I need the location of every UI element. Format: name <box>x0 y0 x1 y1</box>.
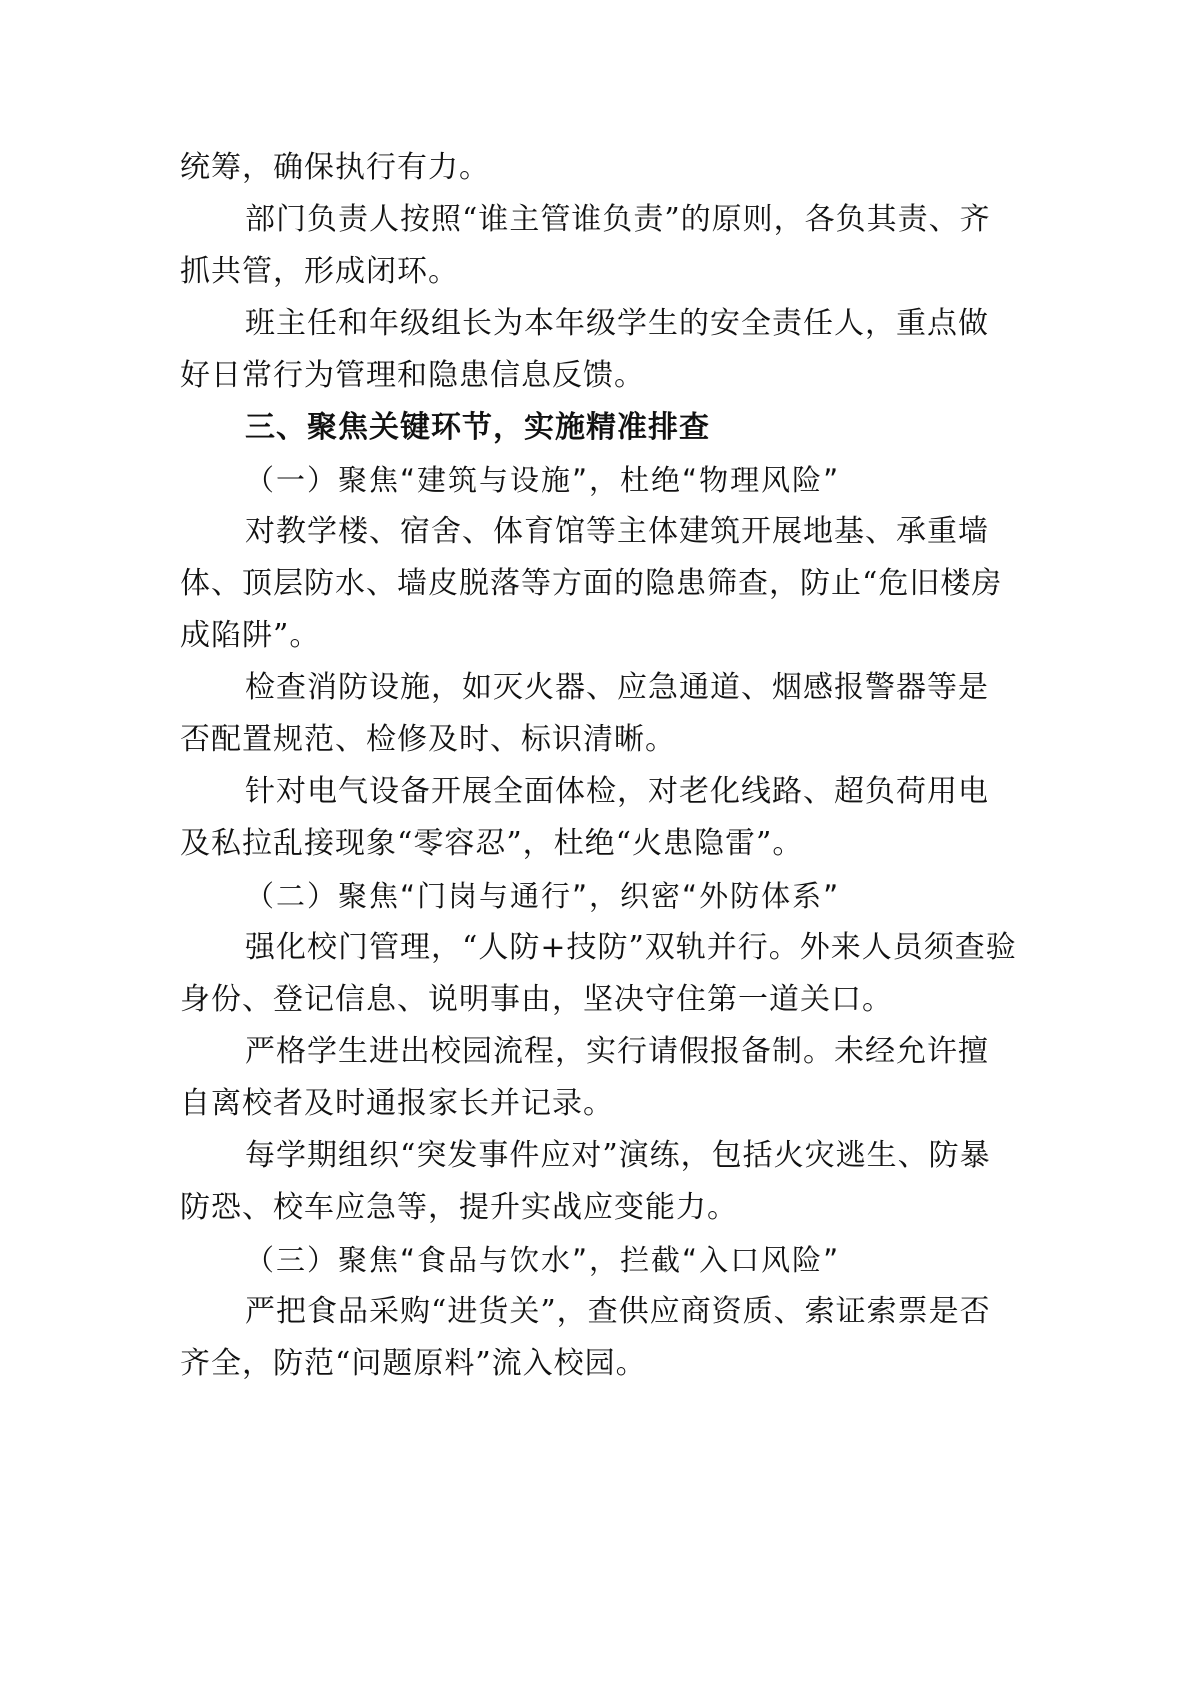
paragraph-line: 统筹，确保执行有力。 <box>180 150 490 185</box>
paragraph-line: 自离校者及时通报家长并记录。 <box>180 1086 614 1121</box>
section-heading: 三、聚焦关键环节，实施精准排查 <box>245 410 710 445</box>
paragraph-line: 齐全，防范“问题原料”流入校园。 <box>180 1346 647 1381</box>
paragraph-line: 严格学生进出校园流程，实行请假报备制。未经允许擅 <box>245 1034 989 1069</box>
subsection-heading: （二）聚焦“门岗与通行”，织密“外防体系” <box>245 879 841 913</box>
subsection-heading: （三）聚焦“食品与饮水”，拦截“入口风险” <box>245 1243 841 1277</box>
paragraph-line: 抓共管，形成闭环。 <box>180 254 459 289</box>
paragraph-line: 班主任和年级组长为本年级学生的安全责任人，重点做 <box>245 306 989 341</box>
paragraph-line: 防恐、校车应急等，提升实战应变能力。 <box>180 1190 738 1225</box>
paragraph-line: 体、顶层防水、墙皮脱落等方面的隐患筛查，防止“危旧楼房 <box>180 566 1003 601</box>
paragraph-line: 严把食品采购“进货关”，查供应商资质、索证索票是否 <box>245 1294 991 1329</box>
paragraph-line: 部门负责人按照“谁主管谁负责”的原则，各负其责、齐 <box>245 202 991 237</box>
paragraph-line: 及私拉乱接现象“零容忍”，杜绝“火患隐雷”。 <box>180 826 804 861</box>
paragraph-line: 好日常行为管理和隐患信息反馈。 <box>180 358 645 393</box>
paragraph-line: 对教学楼、宿舍、体育馆等主体建筑开展地基、承重墙 <box>245 514 989 549</box>
paragraph-line: 每学期组织“突发事件应对”演练，包括火灾逃生、防暴 <box>245 1138 991 1173</box>
paragraph-line: 否配置规范、检修及时、标识清晰。 <box>180 722 676 757</box>
paragraph-line: 针对电气设备开展全面体检，对老化线路、超负荷用电 <box>245 774 989 809</box>
paragraph-line: 身份、登记信息、说明事由，坚决守住第一道关口。 <box>180 982 893 1017</box>
paragraph-line: 检查消防设施，如灭火器、应急通道、烟感报警器等是 <box>245 670 989 705</box>
paragraph-line: 强化校门管理，“人防+技防”双轨并行。外来人员须查验 <box>245 930 1017 965</box>
subsection-heading: （一）聚焦“建筑与设施”，杜绝“物理风险” <box>245 463 841 497</box>
paragraph-line: 成陷阱”。 <box>180 618 321 653</box>
